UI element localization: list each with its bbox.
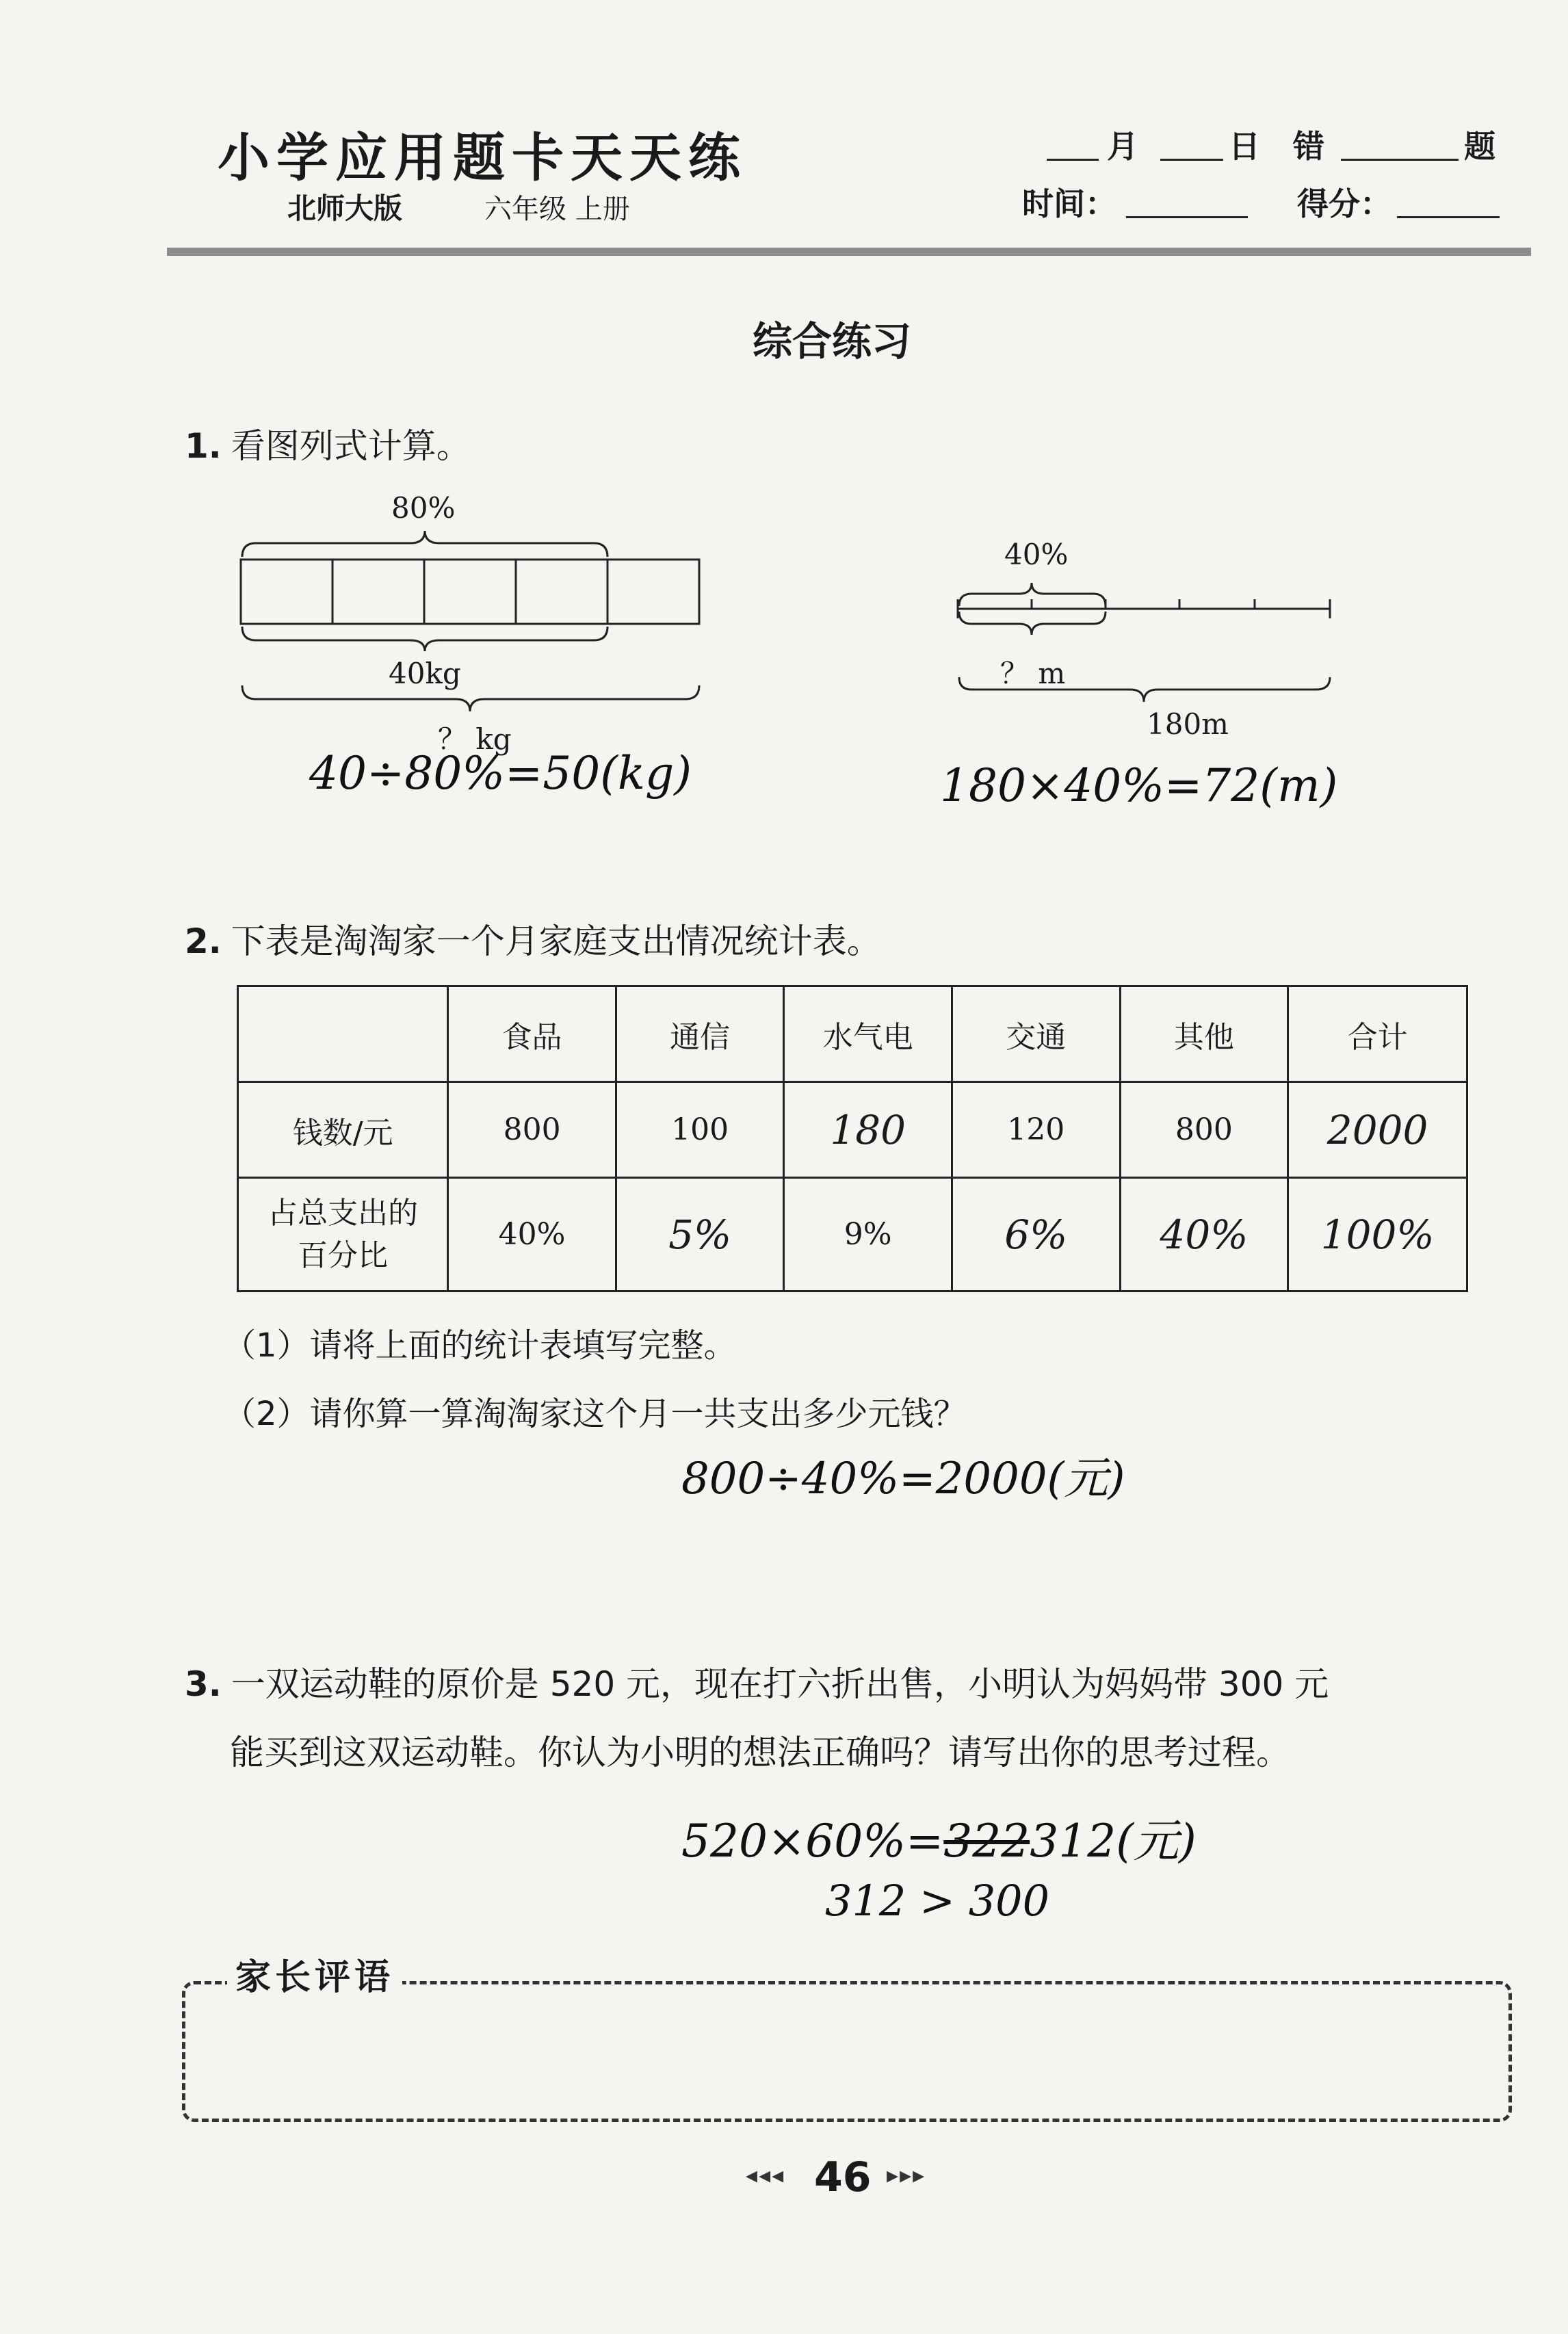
- parent-comment-box[interactable]: [182, 1981, 1512, 2122]
- q1-left-top-label: 80%: [391, 491, 456, 525]
- table-header: 其他: [1120, 986, 1288, 1082]
- q3-answer-part: 520×60%=: [681, 1815, 944, 1867]
- day-label: 日: [1229, 128, 1260, 165]
- q3-answer-part: 312(元): [1030, 1815, 1197, 1867]
- table-cell-handwritten: 40%: [1120, 1178, 1288, 1291]
- q3-number: 3.: [185, 1664, 222, 1704]
- table-cell-handwritten: 180: [784, 1082, 952, 1178]
- table-header-row: [238, 986, 1467, 1082]
- grade-label: 六年级 上册: [484, 194, 630, 225]
- section-title: 综合练习: [753, 318, 912, 365]
- table-cell: 9%: [784, 1178, 952, 1291]
- month-label: 月: [1107, 128, 1138, 165]
- q1-number: 1.: [185, 426, 222, 466]
- q3-line2: 能买到这双运动鞋。你认为小明的想法正确吗？请写出你的思考过程。: [230, 1733, 1290, 1772]
- table-cell-handwritten: 100%: [1288, 1178, 1467, 1291]
- q2-answer: 800÷40%=2000(元): [681, 1454, 1125, 1504]
- q3-answer-line1: [681, 1805, 1197, 1870]
- row-label-line: 百分比: [298, 1237, 389, 1273]
- book-title: 小学应用题卡天天练: [218, 127, 747, 188]
- error-label: 错: [1293, 128, 1324, 165]
- month-blank: [1047, 159, 1099, 161]
- table-cell: 40%: [448, 1178, 616, 1291]
- question-label: 题: [1464, 128, 1495, 165]
- row-label-line: 占总支出的: [267, 1195, 419, 1231]
- expense-table: [237, 985, 1468, 1292]
- q2-sub2: （2）请你算一算淘淘家这个月一共支出多少元钱？: [223, 1395, 967, 1433]
- edition-label: 北师大版: [287, 192, 403, 225]
- header-rule: [167, 248, 1531, 256]
- q3-answer-line2: 312 > 300: [825, 1876, 1050, 1926]
- q2-text: 下表是淘淘家一个月家庭支出情况统计表。: [231, 921, 881, 961]
- q2-prompt: [185, 914, 881, 963]
- score-label: 得分：: [1297, 185, 1391, 222]
- day-blank: [1160, 159, 1223, 161]
- score-blank: [1397, 216, 1500, 218]
- row-label-percent: [238, 1178, 448, 1291]
- error-blank: [1341, 159, 1459, 161]
- right-arrows-icon: ▸▸▸: [887, 2162, 926, 2189]
- table-cell: 800: [1120, 1082, 1288, 1178]
- q1-right-answer: 180×40%=72(m): [940, 759, 1338, 812]
- parent-comment-label: 家长评语: [227, 1948, 402, 1999]
- q2-number: 2.: [185, 921, 222, 961]
- q3-text-line1: 一双运动鞋的原价是 520 元，现在打六折出售，小明认为妈妈带 300 元: [231, 1664, 1329, 1704]
- left-arrows-icon: ◂◂◂: [746, 2162, 785, 2189]
- table-cell-handwritten: 2000: [1288, 1082, 1467, 1178]
- q1-left-mid-label: 40kg: [389, 657, 461, 690]
- q1-right-bottom-label: 180m: [1147, 707, 1229, 741]
- table-cell: 100: [616, 1082, 784, 1178]
- table-row-percent: [238, 1178, 1467, 1291]
- table-cell-handwritten: 6%: [952, 1178, 1121, 1291]
- q2-sub1: （1）请将上面的统计表填写完整。: [223, 1326, 737, 1365]
- time-label: 时间：: [1022, 185, 1116, 222]
- table-header: 合计: [1288, 986, 1467, 1082]
- table-cell: 800: [448, 1082, 616, 1178]
- table-header: 通信: [616, 986, 784, 1082]
- q1-right-top-label: 40%: [1004, 538, 1069, 571]
- table-corner-cell: [238, 986, 448, 1082]
- table-header: 食品: [448, 986, 616, 1082]
- q1-left-bottom-label: ？ kg: [438, 722, 512, 756]
- q1-right-mid-label: ？ m: [1000, 657, 1066, 690]
- q3-line1: [185, 1657, 1329, 1706]
- table-header: 交通: [952, 986, 1121, 1082]
- row-label-amount: 钱数/元: [238, 1082, 448, 1178]
- table-header: 水气电: [784, 986, 952, 1082]
- time-blank: [1126, 216, 1248, 218]
- q1-text: 看图列式计算。: [231, 426, 471, 466]
- table-cell-handwritten: 5%: [616, 1178, 784, 1291]
- page-number: 46: [814, 2153, 872, 2201]
- q3-answer-struck: 322: [943, 1815, 1030, 1867]
- q1-prompt: [185, 419, 471, 468]
- q1-left-answer: 40÷80%=50(kg): [309, 747, 692, 800]
- table-cell: 120: [952, 1082, 1121, 1178]
- table-row-amount: [238, 1082, 1467, 1178]
